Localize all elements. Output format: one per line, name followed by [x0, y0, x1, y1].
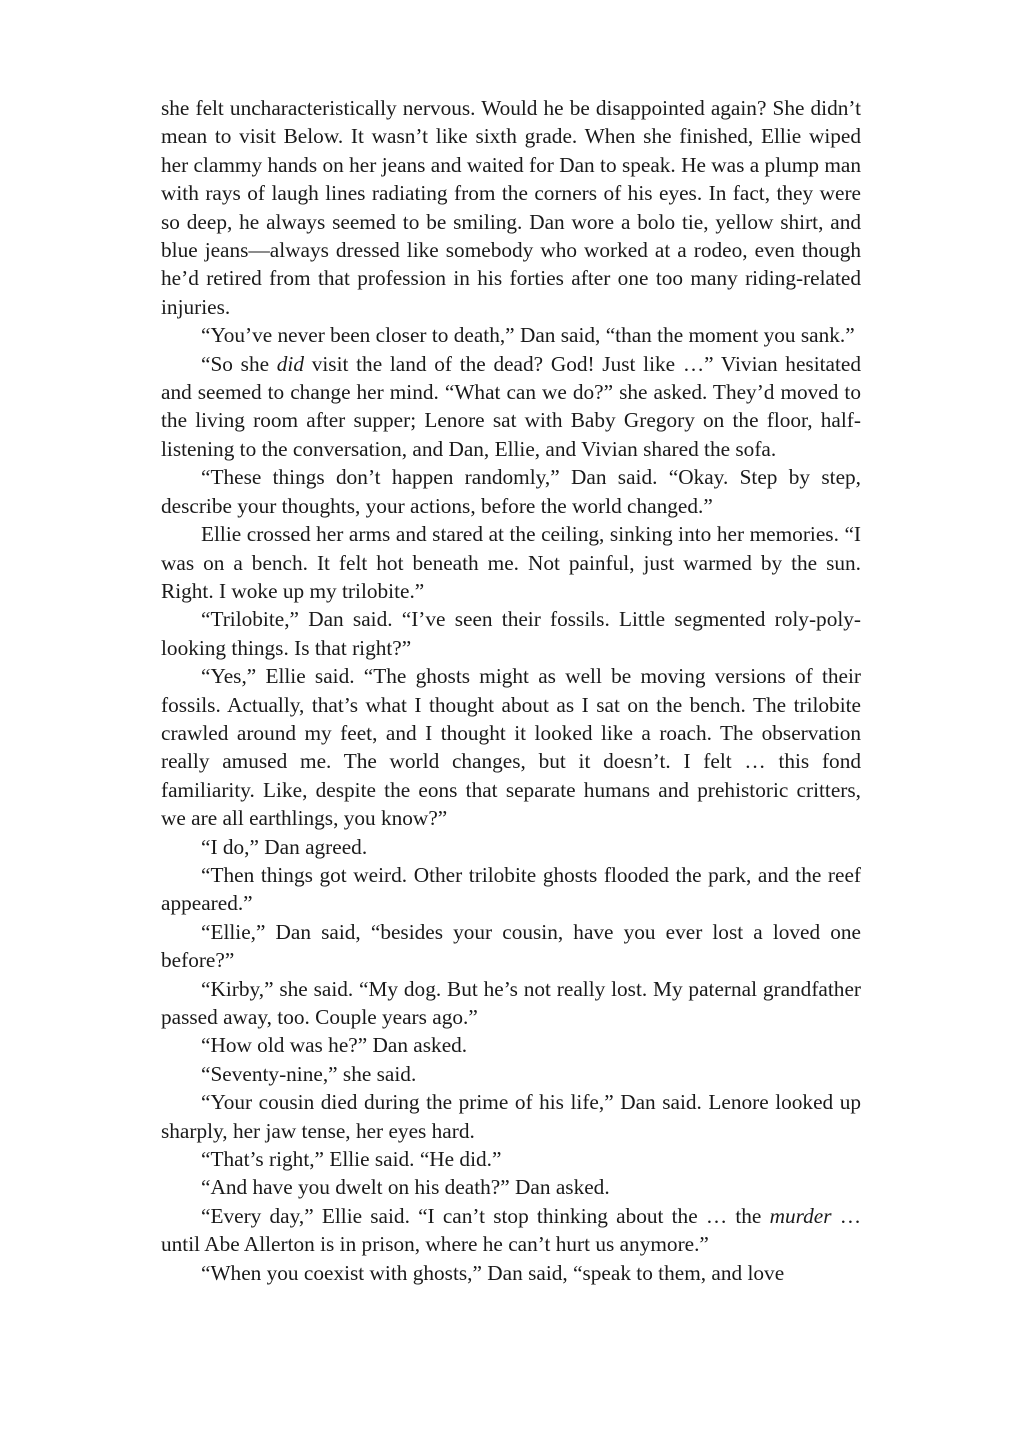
paragraph-6: “Trilobite,” Dan said. “I’ve seen their fossils. Little segmented roly-poly-looking things. Is that right?”: [161, 607, 861, 660]
emphasis-murder: murder: [769, 1203, 832, 1228]
paragraph-12: “How old was he?” Dan asked.: [201, 1033, 468, 1058]
paragraph-15: “That’s right,” Ellie said. “He did.”: [201, 1147, 502, 1172]
paragraph-11: “Kirby,” she said. “My dog. But he’s not really lost. My paternal grandfather passed away, too. Couple years ago.”: [161, 976, 861, 1029]
paragraph-3: “So she did visit the land of the dead? God! Just like …” Vivian hesitated and seemed to change her mind. “What can we do?” she asked. They’d moved to the living room after supper; Lenore sat with Baby Gregory on the floor, half-listening to the conversation, and Dan, Ellie, and Vivian shared the sofa.: [161, 351, 862, 461]
emphasis-did: did: [276, 351, 304, 376]
book-page: [161, 94, 861, 1287]
paragraph-17: “Every day,” Ellie said. “I can’t stop thinking about the … the murder … until Abe Allerton is in prison, where he can’t hurt us anymore.”: [161, 1203, 861, 1257]
paragraph-1: she felt uncharacteristically nervous. Would he be disappointed again? She didn’t mean to visit Below. It wasn’t like sixth grade. When she finished, Ellie wiped her clammy hands on her jeans and waited for Dan to speak. He was a plump man with rays of laugh lines radiating from the corners of his eyes. In fact, they were so deep, he always seemed to be smiling. Dan wore a bolo tie, yellow shirt, and blue jeans—always dressed like somebody who worked at a rodeo, even though he’d retired from that profession in his forties after one too many riding-related injuries.: [161, 96, 861, 319]
paragraph-8: “I do,” Dan agreed.: [201, 834, 368, 859]
paragraph-5: Ellie crossed her arms and stared at the ceiling, sinking into her memories. “I was on a bench. It felt hot beneath me. Not painful, just warmed by the sun. Right. I woke up my trilobite.”: [161, 522, 861, 603]
paragraph-2: “You’ve never been closer to death,” Dan said, “than the moment you sank.”: [201, 323, 855, 348]
paragraph-16: “And have you dwelt on his death?” Dan asked.: [201, 1175, 610, 1200]
paragraph-9: “Then things got weird. Other trilobite ghosts flooded the park, and the reef appeared.”: [161, 862, 861, 916]
paragraph-18: “When you coexist with ghosts,” Dan said, “speak to them, and love: [201, 1260, 785, 1285]
paragraph-14: “Your cousin died during the prime of his life,” Dan said. Lenore looked up sharply, her jaw tense, her eyes hard.: [161, 1090, 861, 1143]
paragraph-4: “These things don’t happen randomly,” Dan said. “Okay. Step by step, describe your thoughts, your actions, before the world changed.”: [161, 465, 861, 518]
paragraph-13: “Seventy-nine,” she said.: [201, 1061, 417, 1086]
paragraph-7: “Yes,” Ellie said. “The ghosts might as well be moving versions of their fossils. Actually, that’s what I thought about as I sat on the bench. The trilobite crawled around my feet, and I thought it looked like a roach. The observation really amused me. The world changes, but it doesn’t. I felt … this fond familiarity. Like, despite the eons that separate humans and prehistoric critters, we are all earthlings, you know?”: [161, 664, 861, 831]
paragraph-10: “Ellie,” Dan said, “besides your cousin, have you ever lost a loved one before?”: [161, 919, 861, 973]
